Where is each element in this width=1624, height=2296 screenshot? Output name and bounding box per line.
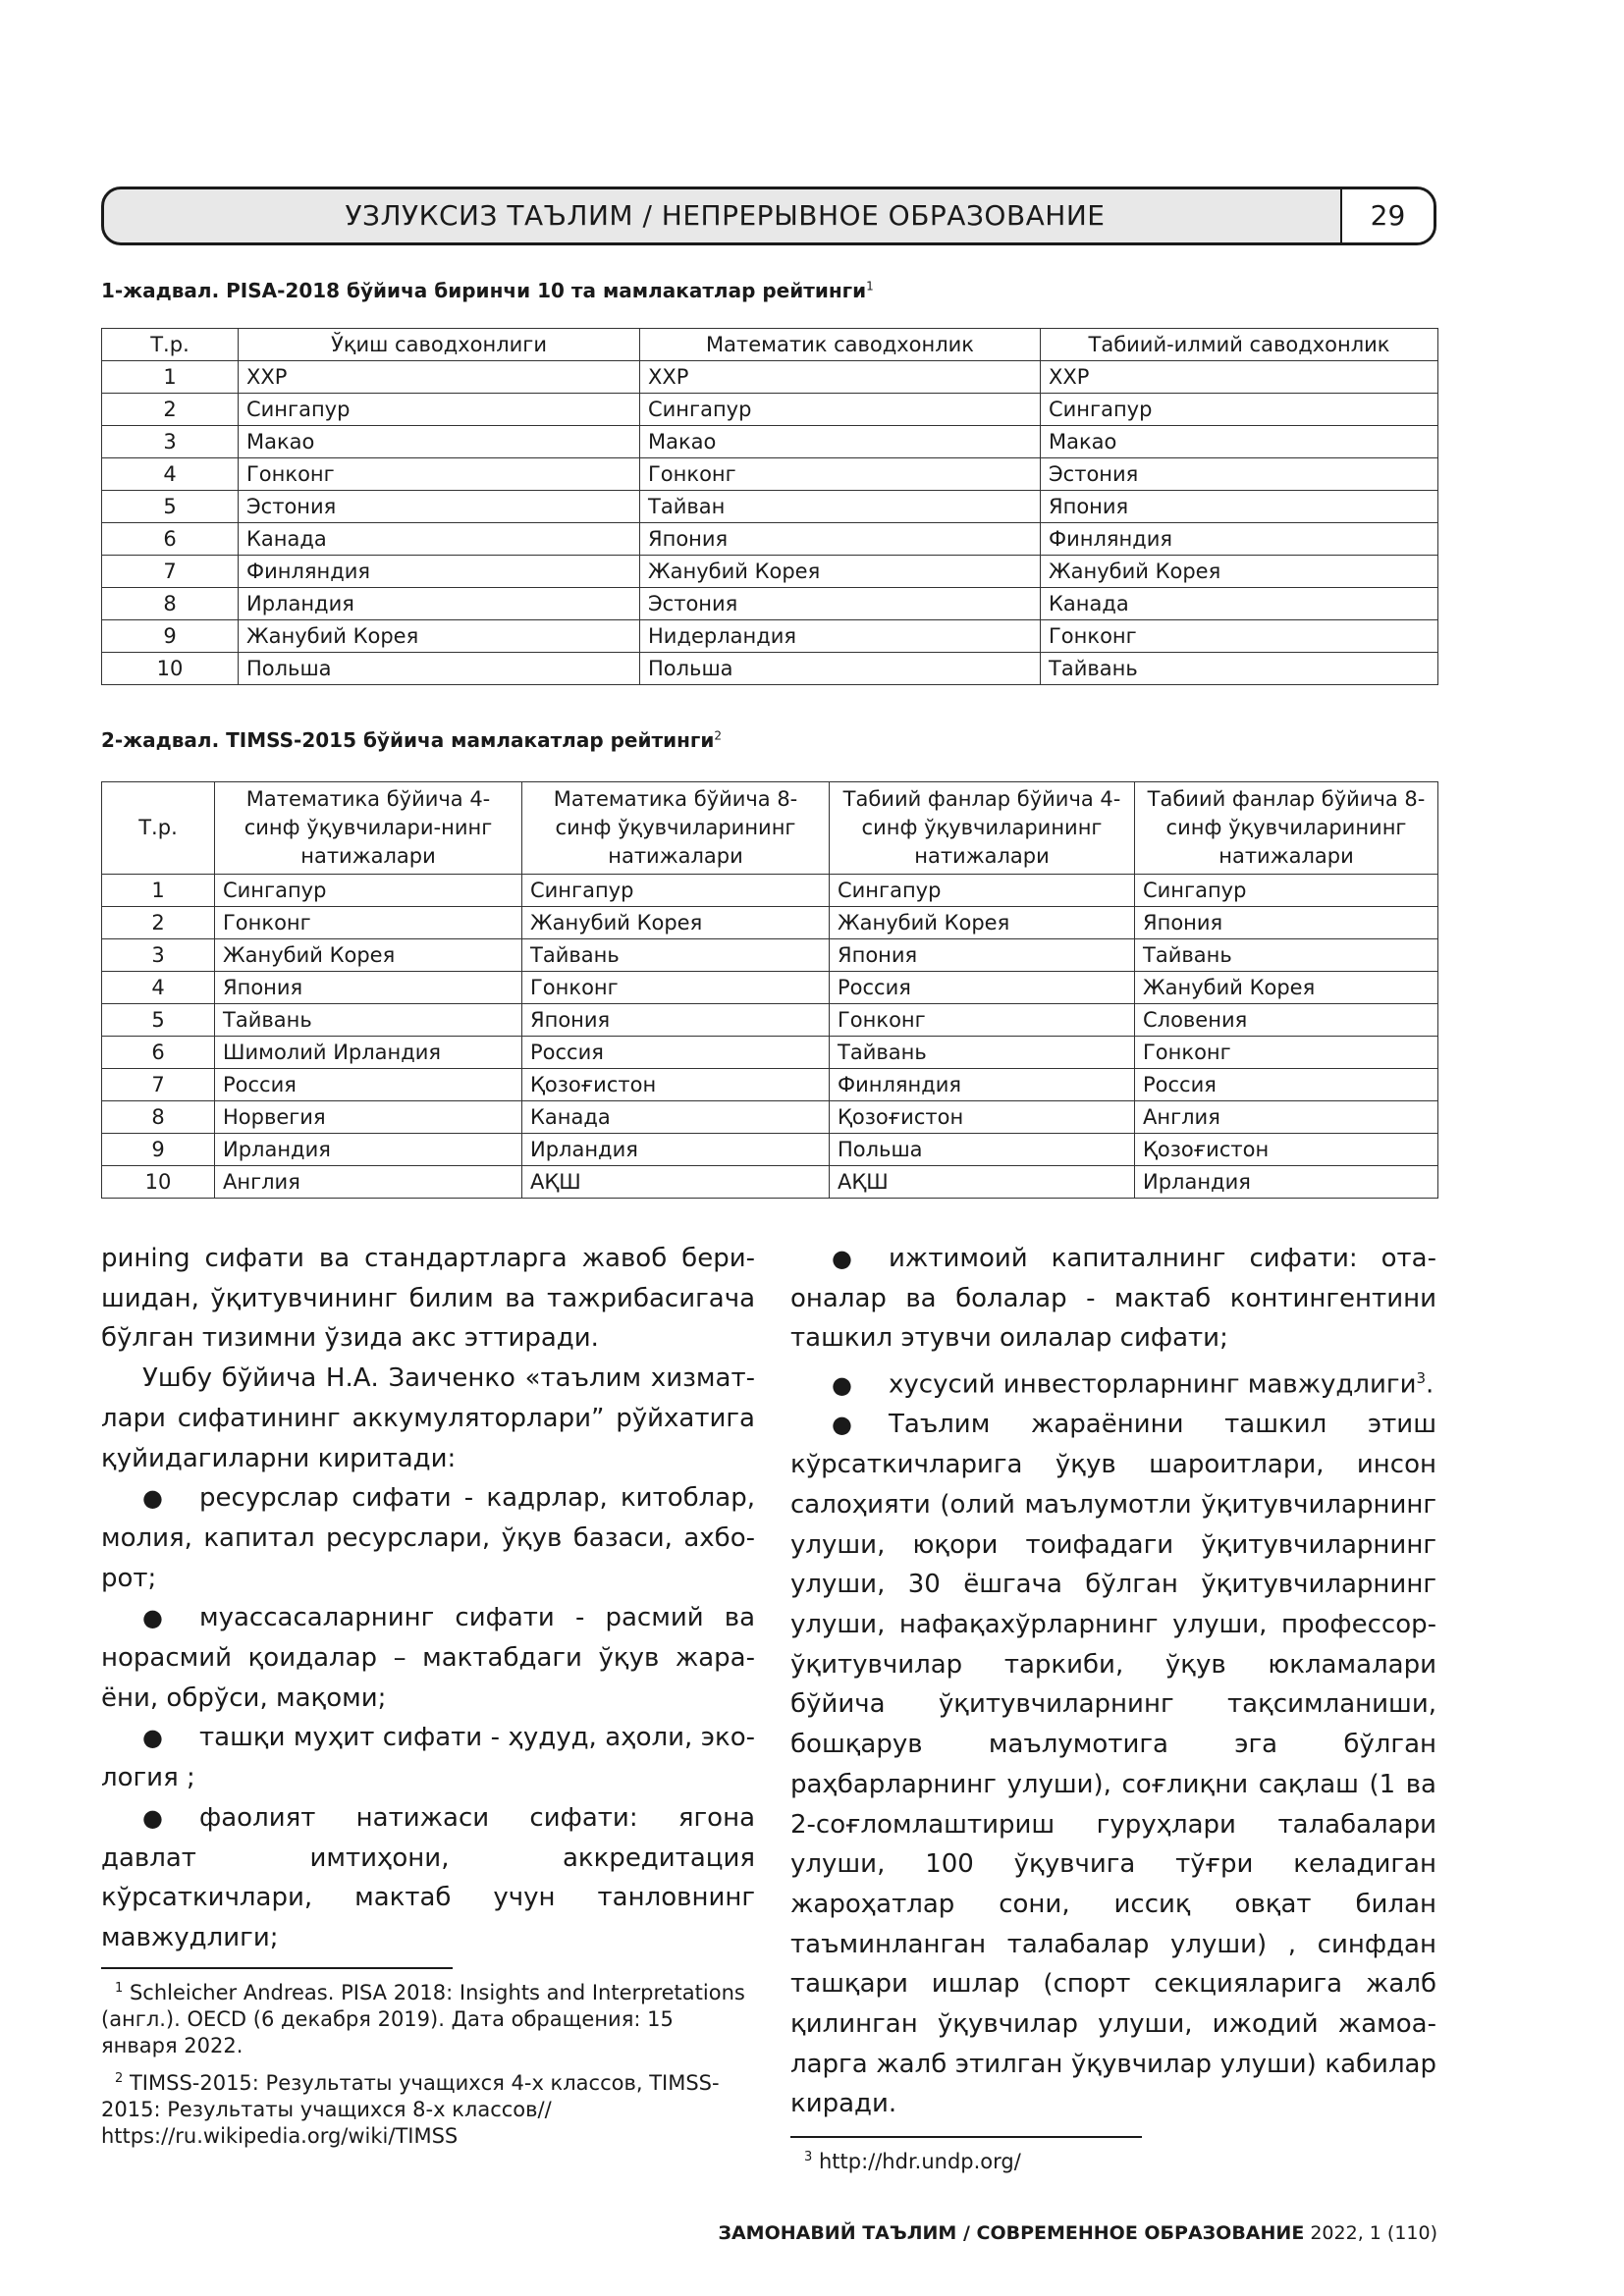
table-cell: Сингапур: [215, 875, 522, 907]
table-cell: Япония: [522, 1004, 830, 1037]
table-cell: Япония: [1135, 907, 1438, 939]
table-cell: Гонконг: [830, 1004, 1135, 1037]
table-row: [102, 523, 1438, 556]
table-cell: Тайвань: [215, 1004, 522, 1037]
table-cell: АҚШ: [522, 1166, 830, 1199]
column-header: Т.р.: [102, 782, 215, 875]
footnote-number: 2: [115, 2071, 124, 2086]
journal-footer: [718, 2222, 1437, 2244]
right-column: [790, 1239, 1436, 2124]
table-cell: Польша: [640, 653, 1041, 685]
row-number-cell: 4: [102, 972, 215, 1004]
table-row: [102, 556, 1438, 588]
table-cell: Япония: [830, 939, 1135, 972]
table-cell: Макао: [1041, 426, 1438, 458]
table-row: [102, 491, 1438, 523]
footnote-text: TIMSS-2015: Результаты учащихся 4-х классов, TIMSS-2015: Результаты учащихся 8-х классов// https://ru.wikipedia.org/wiki/TIMSS: [101, 2071, 720, 2148]
footnote-rule-right: [790, 2136, 1142, 2138]
paragraph: ринing сифати ва стандартларга жавоб беришидан, ўқитувчининг билим ва тажрибасигача бўлган тизимни ўзида акс эттиради.: [101, 1244, 755, 1354]
running-header: [101, 187, 1436, 245]
row-number-cell: 1: [102, 875, 215, 907]
table-cell: Сингапур: [830, 875, 1135, 907]
table-cell: Сингапур: [640, 394, 1041, 426]
row-number-cell: 9: [102, 620, 239, 653]
table-cell: Сингапур: [239, 394, 640, 426]
table-cell: Финляндия: [830, 1069, 1135, 1101]
table-cell: Россия: [522, 1037, 830, 1069]
bullet-item: ● ташқи муҳит сифати - ҳудуд, аҳоли, экология ;: [101, 1718, 755, 1797]
row-number-cell: 7: [102, 1069, 215, 1101]
table2-footnote-ref: 2: [714, 728, 723, 743]
table-cell: Англия: [215, 1166, 522, 1199]
left-column: [101, 1239, 755, 1958]
table-cell: Гонконг: [640, 458, 1041, 491]
table-cell: Макао: [239, 426, 640, 458]
footnotes-right: [790, 2144, 1436, 2181]
row-number-cell: 9: [102, 1134, 215, 1166]
row-number-cell: 10: [102, 1166, 215, 1199]
bullet-item: ● ресурслар сифати - кадрлар, китоблар, молия, капитал ресурслари, ўқув базаси, ахборот;: [101, 1478, 755, 1598]
row-number-cell: 5: [102, 491, 239, 523]
row-number-cell: 1: [102, 361, 239, 394]
table-cell: Қозоғистон: [830, 1101, 1135, 1134]
page-number: 29: [1340, 189, 1434, 242]
footnote-ref: 3: [1416, 1369, 1427, 1388]
table-cell: Гонконг: [215, 907, 522, 939]
table-row: [102, 1101, 1438, 1134]
bullet-text: хусусий инвесторларнинг мавжудлиги: [889, 1369, 1417, 1400]
table-row: [102, 907, 1438, 939]
table-row: [102, 939, 1438, 972]
bullet-item: ● муассасаларнинг сифати - расмий ва норасмий қоидалар – мактабдаги ўқув жараёни, обрўси, мақоми;: [101, 1598, 755, 1718]
table-cell: Гонконг: [1135, 1037, 1438, 1069]
table-cell: Нидерландия: [640, 620, 1041, 653]
row-number-cell: 3: [102, 939, 215, 972]
table-row: [102, 1037, 1438, 1069]
row-number-cell: 3: [102, 426, 239, 458]
column-header: Ўқиш саводхонлиги: [239, 329, 640, 361]
table-cell: Макао: [640, 426, 1041, 458]
table-cell: Тайван: [640, 491, 1041, 523]
table-cell: АҚШ: [830, 1166, 1135, 1199]
bullet-end: .: [1426, 1369, 1435, 1400]
table-cell: Жанубий Корея: [1041, 556, 1438, 588]
table-cell: Канада: [522, 1101, 830, 1134]
table-cell: Япония: [215, 972, 522, 1004]
table-cell: ХХР: [239, 361, 640, 394]
table-cell: Канада: [1041, 588, 1438, 620]
row-number-cell: 7: [102, 556, 239, 588]
column-header: Табиий фанлар бўйича 8-синф ўқувчиларининг натижалари: [1135, 782, 1438, 875]
table-cell: Тайвань: [522, 939, 830, 972]
column-header: Математик саводхонлик: [640, 329, 1041, 361]
table-row: [102, 972, 1438, 1004]
table-cell: Гонконг: [1041, 620, 1438, 653]
table-cell: ХХР: [1041, 361, 1438, 394]
table-cell: Қозоғистон: [1135, 1134, 1438, 1166]
footnote-rule-left: [101, 1967, 453, 1969]
row-number-cell: 6: [102, 523, 239, 556]
table-row: [102, 1069, 1438, 1101]
table-cell: Жанубий Корея: [830, 907, 1135, 939]
table-row: [102, 1134, 1438, 1166]
footnote-text: http://hdr.undp.org/: [818, 2150, 1021, 2173]
table-row: [102, 426, 1438, 458]
row-number-cell: 5: [102, 1004, 215, 1037]
table-row: [102, 620, 1438, 653]
table-cell: Норвегия: [215, 1101, 522, 1134]
table-cell: Жанубий Корея: [522, 907, 830, 939]
footnote: [101, 2065, 755, 2150]
table-cell: Япония: [1041, 491, 1438, 523]
journal-name: ЗАМОНАВИЙ ТАЪЛИМ / СОВРЕМЕННОЕ ОБРАЗОВАНИЕ: [718, 2222, 1305, 2244]
pisa-table: [101, 328, 1438, 685]
column-header: Математика бўйича 4-синф ўқувчилари-нинг натижалари: [215, 782, 522, 875]
table-cell: Тайвань: [830, 1037, 1135, 1069]
timss-table: [101, 781, 1438, 1199]
table-cell: Тайвань: [1135, 939, 1438, 972]
row-number-cell: 8: [102, 1101, 215, 1134]
journal-issue: 2022, 1 (110): [1310, 2222, 1437, 2244]
table1-caption-text: 1-жадвал. PISA-2018 бўйича биринчи 10 та мамлакатлар рейтинги: [101, 279, 867, 302]
table-row: [102, 875, 1438, 907]
table-cell: Словения: [1135, 1004, 1438, 1037]
table2-caption-text: 2-жадвал. TIMSS-2015 бўйича мамлакатлар рейтинги: [101, 728, 715, 752]
bullet-item: [790, 1359, 1436, 1405]
bullet-item: ● фаолият натижаси сифати: ягона давлат имтиҳони, аккредитация кўрсаткичлари, мактаб учун танловнинг мавжудлиги;: [101, 1798, 755, 1958]
table2-caption: [101, 728, 722, 752]
table-cell: Гонконг: [522, 972, 830, 1004]
table-cell: Ирландия: [215, 1134, 522, 1166]
table-cell: Ирландия: [1135, 1166, 1438, 1199]
row-number-cell: 2: [102, 394, 239, 426]
table-cell: Ирландия: [239, 588, 640, 620]
column-header: Табиий фанлар бўйича 4-синф ўқувчиларининг натижалари: [830, 782, 1135, 875]
row-number-cell: 8: [102, 588, 239, 620]
table-cell: Англия: [1135, 1101, 1438, 1134]
table-row: [102, 1004, 1438, 1037]
table-cell: Финляндия: [1041, 523, 1438, 556]
table-row: [102, 361, 1438, 394]
table-cell: Польша: [239, 653, 640, 685]
table-cell: Сингапур: [1135, 875, 1438, 907]
footnote-text: Schleicher Andreas. PISA 2018: Insights and Interpretations (англ.). OECD (6 декабря 2019). Дата обращения: 15 января 2022.: [101, 1981, 745, 2057]
column-header: Т.р.: [102, 329, 239, 361]
table-cell: Канада: [239, 523, 640, 556]
table-cell: Жанубий Корея: [239, 620, 640, 653]
table1-footnote-ref: 1: [866, 279, 874, 294]
table-cell: Шимолий Ирландия: [215, 1037, 522, 1069]
row-number-cell: 4: [102, 458, 239, 491]
table-cell: Гонконг: [239, 458, 640, 491]
table-cell: Тайвань: [1041, 653, 1438, 685]
table-cell: Эстония: [1041, 458, 1438, 491]
table-cell: Россия: [1135, 1069, 1438, 1101]
table-cell: Сингапур: [522, 875, 830, 907]
table-cell: Эстония: [640, 588, 1041, 620]
row-number-cell: 10: [102, 653, 239, 685]
footnote-number: 3: [804, 2150, 813, 2164]
table-cell: Ирландия: [522, 1134, 830, 1166]
table-row: [102, 588, 1438, 620]
table-cell: Жанубий Корея: [215, 939, 522, 972]
footnote: [101, 1975, 755, 2059]
table-cell: Эстония: [239, 491, 640, 523]
table-cell: Япония: [640, 523, 1041, 556]
table-cell: Қозоғистон: [522, 1069, 830, 1101]
table-cell: Сингапур: [1041, 394, 1438, 426]
table-row: [102, 458, 1438, 491]
row-number-cell: 2: [102, 907, 215, 939]
column-header: Математика бўйича 8-синф ўқувчиларининг натижалари: [522, 782, 830, 875]
footnote: [790, 2144, 1436, 2175]
bullet-item: ● ижтимоий капиталнинг сифати: ота-оналар ва болалар - мактаб контингентини ташкил этувчи оилалар сифати;: [790, 1239, 1436, 1359]
table-cell: Россия: [830, 972, 1135, 1004]
table-cell: Жанубий Корея: [1135, 972, 1438, 1004]
table-row: [102, 1166, 1438, 1199]
footnote-number: 1: [115, 1981, 124, 1996]
paragraph: Ушбу бўйича Н.А. Заиченко «таълим хизматлари сифатининг аккумуляторлари” рўйхатига қуйидагиларни киритади:: [101, 1363, 755, 1473]
header-title: УЗЛУКСИЗ ТАЪЛИМ / НЕПРЕРЫВНОЕ ОБРАЗОВАНИЕ: [345, 199, 1106, 232]
table-header-row: [102, 329, 1438, 361]
table-cell: Жанубий Корея: [640, 556, 1041, 588]
row-number-cell: 6: [102, 1037, 215, 1069]
table-header-row: [102, 782, 1438, 875]
table-row: [102, 653, 1438, 685]
table-cell: Польша: [830, 1134, 1135, 1166]
bullet-item: ● Таълим жараёнини ташкил этиш кўрсаткичларига ўқув шароитлари, инсон салоҳияти (олий маълумотли ўқитувчиларнинг улуши, юқори тоифадаги ўқитувчиларнинг улуши, 30 ёшгача бўлган ўқитувчиларнинг улуши, нафақахўрларнинг улуши, профессор-ўқитувчилар таркиби, ўқув юкламалари бўйича ўқитувчиларнинг тақсимланиши, бошқарув маълумотига эга бўлган раҳбарларнинг улуши), соғлиқни сақлаш (1 ва 2-соғломлаштириш гуруҳлари талабалари улуши, 100 ўқувчига тўғри келадиган жароҳатлар сони, иссиқ овқат билан таъминланган талабалар улуши) , синфдан ташқари ишлар (спорт секцияларига жалб қилинган ўқувчилар улуши, ижодий жамоаларга жалб этилган ўқувчилар улуши) кабилар киради.: [790, 1405, 1436, 2124]
table1-caption: [101, 279, 874, 302]
table-cell: ХХР: [640, 361, 1041, 394]
column-header: Табиий-илмий саводхонлик: [1041, 329, 1438, 361]
table-row: [102, 394, 1438, 426]
footnotes-left: [101, 1975, 755, 2156]
table-cell: Россия: [215, 1069, 522, 1101]
table-cell: Финляндия: [239, 556, 640, 588]
